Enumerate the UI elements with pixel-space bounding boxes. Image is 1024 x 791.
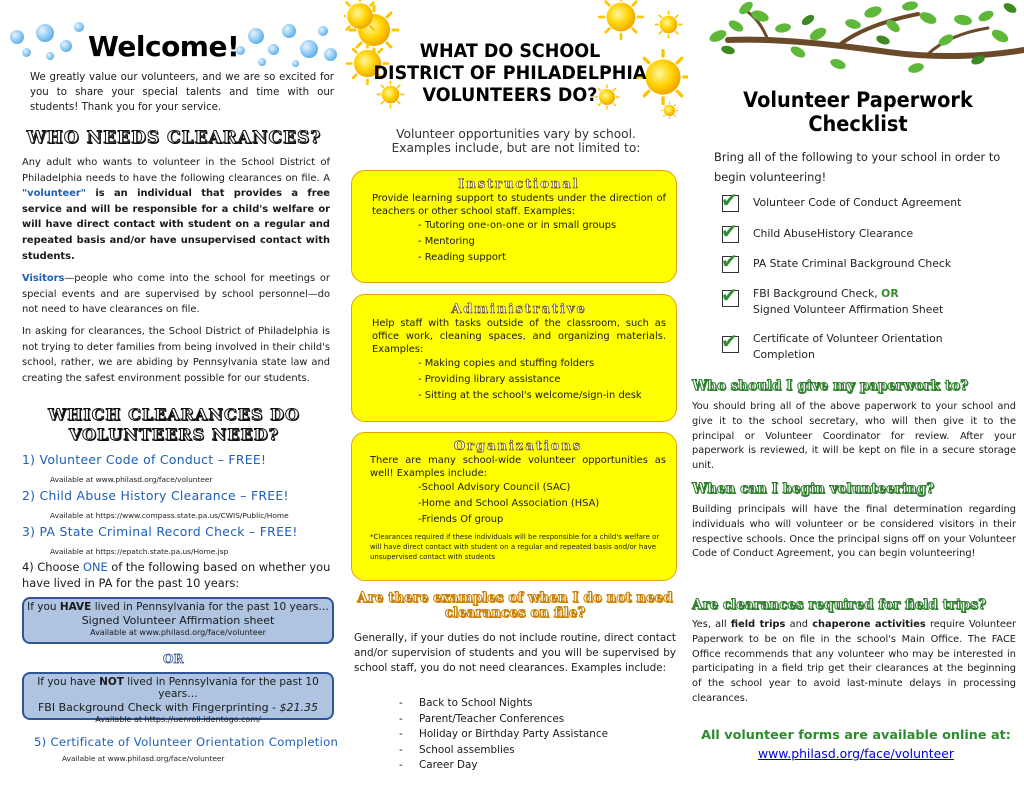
list-item: -Home and School Association (HSA) <box>418 498 600 509</box>
checkmark-icon: ✔ <box>721 249 738 273</box>
examples-heading: Are there examples of when I do not need clearances on file? <box>357 590 673 621</box>
list-item: - Holiday or Birthday Party Assistance <box>399 727 608 743</box>
fbi-check-note: Available at https://uenroll.identogo.com/ <box>95 715 261 724</box>
affirmation-sheet-note: Available at www.philasd.org/face/volunteer <box>90 628 266 637</box>
field-trips-text: Yes, all field trips and chaperone activities require Volunteer Paperwork to be on file in the school's Main Office. The FACE Office recommends that any volunteer who may be interested in participating in a field trip get their clearances at the beginning of the school year to avoid last-minute delays in processing clearances. <box>692 619 1016 704</box>
checkmark-icon: ✔ <box>721 329 738 353</box>
checkmark-icon: ✔ <box>721 188 738 212</box>
clearance-item-2-title: 2) Child Abuse History Clearance – FREE! <box>22 488 289 503</box>
who-give-paperwork-heading: Who should I give my paperwork to? <box>692 378 968 394</box>
checklist-item-label: Volunteer Code of Conduct Agreement <box>753 196 962 209</box>
who-give-paperwork-text: You should bring all of the above paperwork to your school and give it to the school secretary, who will then give it to the principal or Volunteer Coordinator for review. After your paperwork is reviewed, it will be kept on file in a secure storage unit. <box>692 401 1016 472</box>
instructional-title: Instructional <box>458 177 580 192</box>
list-item: - Tutoring one-on-one or in small groups <box>418 220 617 231</box>
list-item: - Providing library assistance <box>418 374 561 385</box>
or-divider: OR <box>163 652 184 666</box>
list-item: - School assemblies <box>399 743 608 759</box>
organizations-list <box>418 480 666 528</box>
list-item: - Career Day <box>399 758 608 774</box>
examples-paragraph: Generally, if your duties do not include routine, direct contact and/or supervision of students and you will be supervised by school staff, you do not need clearances. Examples include: <box>354 632 676 675</box>
instructional-box <box>351 170 677 283</box>
instructional-list <box>418 218 666 266</box>
column-welcome <box>0 0 344 791</box>
list-item: - Reading support <box>418 252 506 263</box>
when-begin-text: Building principals will have the final determination regarding individuals who will volunteer or be considered visitors in their respective schools. Once the principal signs off on your Volunteer Code of Conduct Agreement, you can begin volunteering! <box>692 504 1016 560</box>
organizations-box <box>351 432 677 581</box>
which-clearances-heading: WHICH CLEARANCES DO VOLUNTEERS NEED? <box>48 405 300 444</box>
clearance-item-1-note: Available at www.philasd.org/face/volunteer <box>50 475 213 484</box>
list-item: - Making copies and stuffing folders <box>418 358 595 369</box>
clearance-item-5-note: Available at www.philasd.org/face/volunteer <box>62 754 225 763</box>
when-begin-heading: When can I begin volunteering? <box>692 481 935 497</box>
online-forms-line: All volunteer forms are available online at: <box>701 728 1011 743</box>
volunteer-forms-link[interactable]: www.philasd.org/face/volunteer <box>758 746 954 761</box>
checklist-subtitle: Bring all of the following to your school in order to begin volunteering! <box>714 150 1001 184</box>
who-needs-paragraph-3: In asking for clearances, the School District of Philadelphia is not trying to deter families from being involved in their child's school, rather, we are abiding by Pennsylvania state law and creating the safest environment possible for our students. <box>22 326 330 384</box>
fbi-check-label: FBI Background Check with Fingerprinting - $21.35 <box>37 701 319 714</box>
have-lived-heading: If you HAVE lived in Pennsylvania for the past 10 years… <box>27 601 329 613</box>
who-needs-heading: WHO NEEDS CLEARANCES? <box>26 128 322 148</box>
have-lived-box <box>22 597 334 644</box>
checkmark-icon: ✔ <box>721 219 738 243</box>
organizations-footnote: *Clearances required if these individuals will be responsible for a child's welfare or will have direct contact with student on a regular and repeated basis and/or have unsupervised contact with students <box>370 533 660 561</box>
administrative-text: Help staff with tasks outside of the classroom, such as office work, cleaning spaces, and organizing materials. Examples: <box>372 318 666 355</box>
column-what-volunteers-do <box>344 0 688 791</box>
administrative-title: Administrative <box>451 302 587 317</box>
have-not-lived-heading: If you have NOT lived in Pennsylvania for the past 10 years… <box>37 676 319 700</box>
column-checklist <box>688 0 1024 791</box>
what-do-title: WHAT DO SCHOOL DISTRICT OF PHILADELPHIA VOLUNTEERS DO? <box>373 40 647 106</box>
organizations-title: Organizations <box>453 439 583 454</box>
organizations-text: There are many school-wide volunteer opportunities as well! Examples include: <box>370 455 666 479</box>
clearance-item-3-note: Available at https://epatch.state.pa.us/Home.jsp <box>50 547 229 556</box>
administrative-box <box>351 294 677 422</box>
what-do-subtitle: Volunteer opportunities vary by school. Examples include, but are not limited to: <box>391 127 641 155</box>
list-item: - Back to School Nights <box>399 696 608 712</box>
affirmation-sheet-label: Signed Volunteer Affirmation sheet <box>81 614 275 627</box>
checkmark-icon: ✔ <box>721 283 738 307</box>
field-trips-heading: Are clearances required for field trips? <box>692 597 986 613</box>
checklist-item-label: Child AbuseHistory Clearance <box>753 227 914 240</box>
welcome-title: Welcome! <box>88 30 240 63</box>
who-needs-paragraph-2: Visitors—people who come into the school for meetings or special events and are supervised by school personnel—do not need to have clearances on file. <box>22 273 330 316</box>
list-item: - Sitting at the school's welcome/sign-in desk <box>418 390 642 401</box>
examples-list <box>399 696 608 774</box>
list-item: -School Advisory Council (SAC) <box>418 482 571 493</box>
have-not-lived-box <box>22 672 334 724</box>
checklist-item-label: FBI Background Check, OR Signed Volunteer Affirmation Sheet <box>753 287 944 316</box>
list-item: - Parent/Teacher Conferences <box>399 712 608 728</box>
clearance-item-5-title: 5) Certificate of Volunteer Orientation Completion <box>34 735 339 749</box>
checklist-item-label: Certificate of Volunteer Orientation Completion <box>753 332 943 361</box>
instructional-text: Provide learning support to students under the direction of teachers or other school staff. Examples: <box>372 193 666 217</box>
clearance-item-1-title: 1) Volunteer Code of Conduct – FREE! <box>22 452 267 467</box>
welcome-intro: We greatly value our volunteers, and we are so excited for you to share your special talents and time with our students! Thank you for your service. <box>30 72 334 113</box>
administrative-list <box>418 356 666 404</box>
who-needs-paragraph-1: Any adult who wants to volunteer in the School District of Philadelphia needs to have the following clearances on file. A "volunteer" is an individual that provides a free service and will be responsible for a child's welfare or will have direct contact with student on a regular and repeated basis and/or have unsupervised contact with students. <box>22 157 330 262</box>
clearance-item-4: 4) Choose ONE of the following based on whether you have lived in PA for the past 10 years: <box>22 560 331 590</box>
tree-branch-icon <box>688 0 1024 80</box>
list-item: - Mentoring <box>418 236 475 247</box>
clearance-item-3-title: 3) PA State Criminal Record Check – FREE! <box>22 524 298 539</box>
checklist-item-label: PA State Criminal Background Check <box>753 257 952 270</box>
list-item: -Friends Of group <box>418 514 504 525</box>
checklist-title: Volunteer Paperwork Checklist <box>743 88 973 136</box>
clearance-item-2-note: Available at https://www.compass.state.pa.us/CWIS/Public/Home <box>50 511 289 520</box>
